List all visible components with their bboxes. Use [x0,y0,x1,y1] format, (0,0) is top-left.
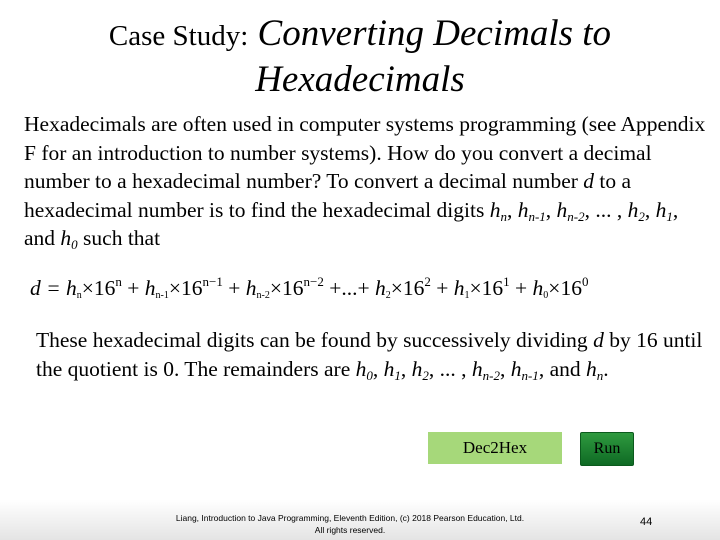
var-d: d [583,169,595,193]
dec2hex-button[interactable]: Dec2Hex [428,432,562,464]
footer-line1: Liang, Introduction to Java Programming, Eleventh Edition, (c) 2018 Pearson Education, Ltd. [175,513,525,523]
intro-text-a: Hexadecimals are often used in computer systems programming (see Appendix F for an introduction to number systems). How do you convert a decimal number to a hexadecimal number? To convert a decimal number [24,112,706,193]
equation-lhs: d = [30,276,61,300]
page-number: 44 [640,516,653,528]
intro-text-end: such that [77,226,161,250]
copyright-footer [140,512,560,536]
var-d-2: d [593,328,604,352]
intro-text-b: to a hexadecimal number is to find the hexadecimal digits [24,169,632,222]
remainder-text-a: These hexadecimal digits can be found by successively dividing [36,328,594,352]
remainder-paragraph: These hexadecimal digits can be found by successively dividing d by 16 until the quotient is 0. The remainders are $h_0$, $h_1$, $h_2$, ... , $h_{n-2}$, $h_{n-1}$, and $h_n$. [36,328,703,383]
title-prefix: Case Study: [108,20,249,52]
slide-title-line1 [0,12,720,58]
run-button[interactable]: Run [580,432,634,466]
footer-line2: All rights reserved. [314,525,386,535]
intro-paragraph: Hexadecimals are often used in computer systems programming (see Appendix F for an introduction to number systems). How do you convert a decimal number to a hexadecimal number? To convert a decimal number d to a hexadecimal number is to find the hexadecimal digits $h_n$, $h_{n-1}$, $h_{n-2}$, ... , $h_2$, $h_1$, and $h_0$ such that [24,112,706,252]
conversion-equation: $d = h_n\times 16^n + h_{n-1}\times 16^{n-1} + h_{n-2}\times 16^{n-2}$ +...+ $h_2\times 16^2 + h_1\times 16^1 + h_0\times 16^0$ [30,274,589,301]
remainder-text-b: by 16 until the quotient is 0. The remainders are [36,328,703,381]
title-main: Converting Decimals to [257,13,612,54]
slide-title-line2: Hexadecimals [255,59,465,100]
